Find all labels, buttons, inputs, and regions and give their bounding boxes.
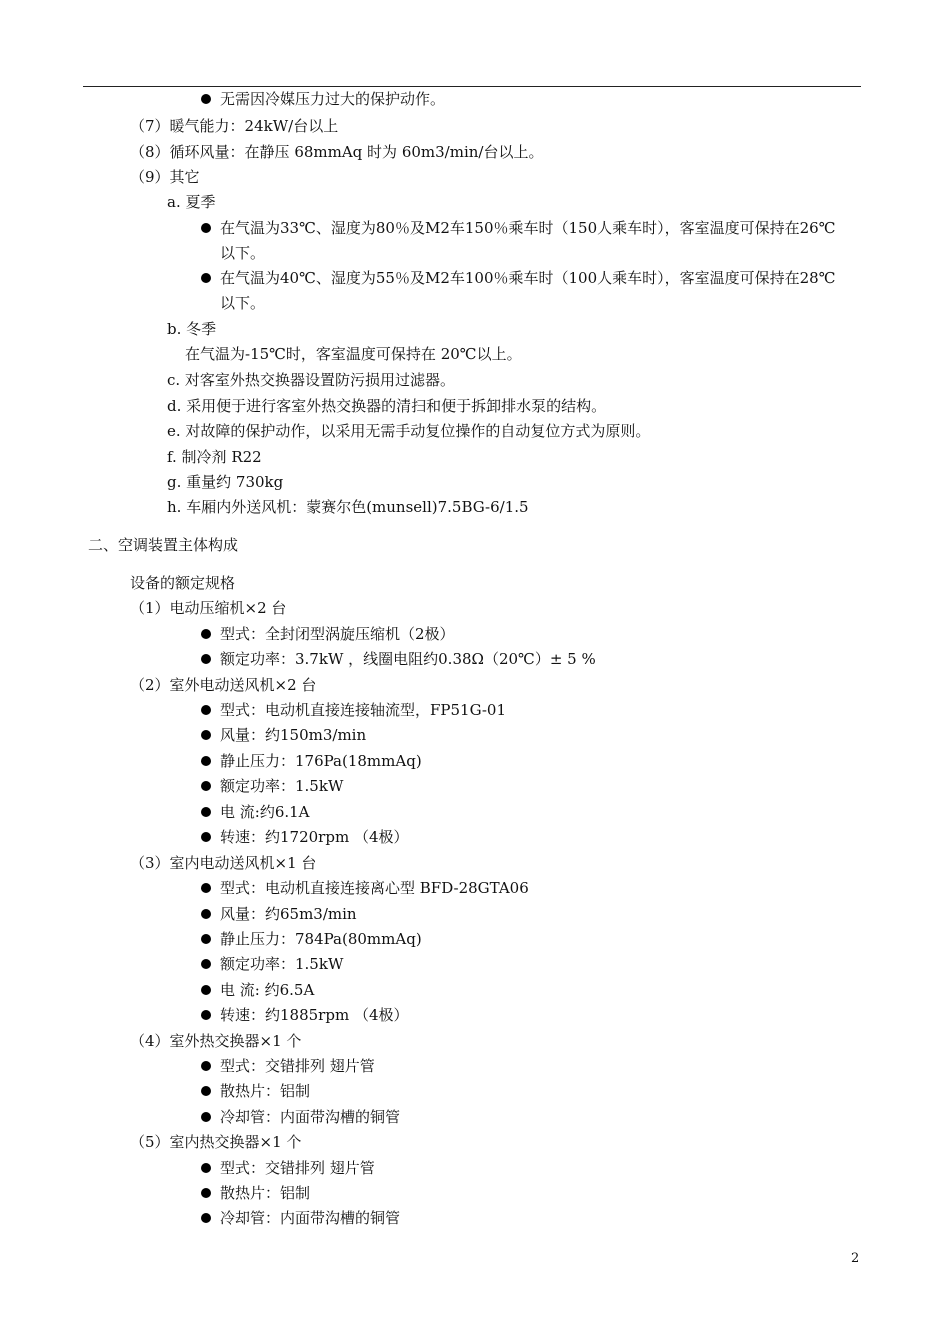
bullet-icon	[201, 934, 211, 944]
text-line: a. 夏季	[167, 193, 216, 211]
bullet-item: 冷却管：内面带沟槽的铜管	[220, 1209, 401, 1227]
bullet-item: 型式：电动机直接连接轴流型，FP51G-01	[220, 701, 507, 719]
bullet-item: 额定功率：3.7kW ，线圈电阻约0.38Ω（20℃）± 5 %	[220, 650, 596, 668]
bullet-item: 型式：交错排列 翅片管	[220, 1057, 375, 1075]
bullet-icon	[201, 1010, 211, 1020]
text-line: （7）暖气能力：24kW/台以上	[130, 117, 339, 135]
bullet-icon	[201, 654, 211, 664]
text-line: e. 对故障的保护动作，以采用无需手动复位操作的自动复位方式为原则。	[167, 422, 651, 440]
bullet-item: 转速：约1720rpm （4极）	[220, 828, 409, 846]
bullet-item: 型式：全封闭型涡旋压缩机（2极）	[220, 625, 455, 643]
bullet-icon	[201, 629, 211, 639]
text-line: 在气温为-15℃时，客室温度可保持在 20℃以上。	[185, 345, 522, 363]
page-number: 2	[851, 1251, 860, 1266]
bullet-icon	[201, 705, 211, 715]
bullet-item: 在气温为40℃、湿度为55％及M2车100％乘车时（100人乘车时），客室温度可保持在28℃	[220, 269, 836, 287]
bullet-icon	[201, 1213, 211, 1223]
bullet-icon	[201, 832, 211, 842]
text-line: 设备的额定规格	[130, 574, 236, 592]
bullet-icon	[201, 807, 211, 817]
bullet-item: 无需因冷媒压力过大的保护动作。	[220, 90, 446, 108]
text-line: （8）循环风量：在静压 68mmAq 时为 60m3/min/台以上。	[130, 143, 544, 161]
header-rule	[83, 86, 861, 87]
text-line: 以下。	[220, 294, 266, 312]
bullet-item: 型式：交错排列 翅片管	[220, 1159, 375, 1177]
bullet-item: 散热片：铝制	[220, 1184, 311, 1202]
bullet-icon	[201, 1086, 211, 1096]
bullet-icon	[201, 756, 211, 766]
bullet-icon	[201, 909, 211, 919]
bullet-item: 转速：约1885rpm （4极）	[220, 1006, 409, 1024]
bullet-icon	[201, 883, 211, 893]
bullet-icon	[201, 273, 211, 283]
bullet-icon	[201, 1061, 211, 1071]
bullet-item: 电 流:约6.1A	[220, 803, 310, 821]
bullet-item: 静止压力：176Pa(18mmAq)	[220, 752, 422, 770]
bullet-item: 型式：电动机直接连接离心型 BFD-28GTA06	[220, 879, 529, 897]
bullet-item: 风量：约150m3/min	[220, 726, 367, 744]
text-line: （9）其它	[130, 168, 200, 186]
text-line: （2）室外电动送风机×2 台	[130, 676, 317, 694]
bullet-icon	[201, 959, 211, 969]
bullet-item: 电 流: 约6.5A	[220, 981, 315, 999]
bullet-icon	[201, 781, 211, 791]
bullet-icon	[201, 223, 211, 233]
bullet-icon	[201, 1188, 211, 1198]
text-line: c. 对客室外热交换器设置防污损用过滤器。	[167, 371, 455, 389]
text-line: （4）室外热交换器×1 个	[130, 1032, 302, 1050]
bullet-item: 风量：约65m3/min	[220, 905, 357, 923]
bullet-icon	[201, 1112, 211, 1122]
bullet-icon	[201, 730, 211, 740]
bullet-icon	[201, 94, 211, 104]
bullet-item: 静止压力：784Pa(80mmAq)	[220, 930, 422, 948]
text-line: 以下。	[220, 244, 266, 262]
text-line: g. 重量约 730kg	[167, 473, 284, 491]
text-line: （1）电动压缩机×2 台	[130, 599, 287, 617]
text-line: h. 车厢内外送风机：蒙赛尔色(munsell)7.5BG-6/1.5	[167, 498, 529, 516]
text-line: （3）室内电动送风机×1 台	[130, 854, 317, 872]
bullet-icon	[201, 985, 211, 995]
text-line: （5）室内热交换器×1 个	[130, 1133, 302, 1151]
text-line: d. 采用便于进行客室外热交换器的清扫和便于拆卸排水泵的结构。	[167, 397, 607, 415]
text-line: b. 冬季	[167, 320, 217, 338]
text-line: 二、空调装置主体构成	[88, 536, 239, 554]
bullet-item: 冷却管：内面带沟槽的铜管	[220, 1108, 401, 1126]
bullet-item: 在气温为33℃、湿度为80％及M2车150％乘车时（150人乘车时），客室温度可保持在26℃	[220, 219, 836, 237]
text-line: f. 制冷剂 R22	[167, 448, 262, 466]
bullet-icon	[201, 1163, 211, 1173]
bullet-item: 散热片：铝制	[220, 1082, 311, 1100]
bullet-item: 额定功率：1.5kW	[220, 955, 344, 973]
bullet-item: 额定功率：1.5kW	[220, 777, 344, 795]
